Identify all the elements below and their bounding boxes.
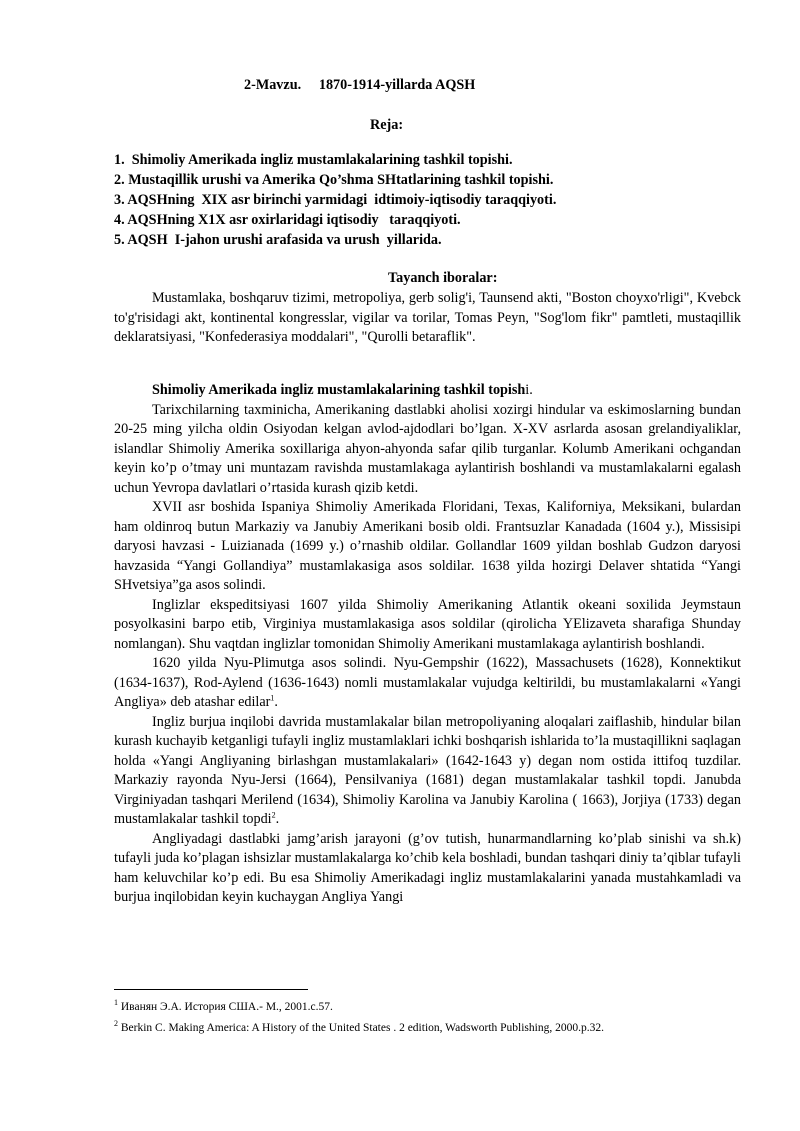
plan-item: 3. AQSHning XIX asr birinchi yarmidagi idtimoiy-iqtisodiy taraqqiyoti. xyxy=(114,192,557,208)
footnote-text: Иванян Э.А. История США.- М., 2001.c.57. xyxy=(118,1001,333,1013)
section-body xyxy=(114,381,741,908)
paragraph-text: 1620 yilda Nyu-Plimutga asos solindi. Nyu-Gempshir (1622), Massachusets (1628), Konnektikut (1634-1637), Rod-Aylend (1636-1643) nomli mustamlakalar vujudga keltirildi, bu mustamlakalarni «Yangi Angliya» deb atashar edilar xyxy=(114,655,741,710)
key-terms-block xyxy=(114,289,741,348)
footnote-ref[interactable]: 1 xyxy=(270,693,275,703)
paragraph-end: . xyxy=(274,694,278,710)
footnote-number: 1 xyxy=(114,998,118,1008)
footnote-divider xyxy=(114,989,308,990)
paragraph: Angliyadagi dastlabki jamg’arish jarayoni (g’ov tutish, hunarmandlarning ko’plab sinishi va sh.k) tufayli juda ko’plagan ishsizlar mustamlakalarga ko’chib kela boshladi, bundan tashqari diniy ta’qiblar tufayli ham keluvchilar ko’p edi. Bu esa Shimoliy Amerikadagi ingliz mustamlakalarini yanada mustahkamladi va burjua inqilobidan keyin kuchaygan Angliya Yangi xyxy=(114,830,741,905)
paragraph: Inglizlar ekspeditsiyasi 1607 yilda Shimoliy Amerikaning Atlantik okeani soxilida Jeymstaun posyolkasini barpo etib, Virginiya mustamlakasiga asos soldilar (qirolicha YElizaveta sharafiga Shunday nomlangan). Shu vaqtdan inglizlar tomonidan Shimoliy Amerikani mustamlakaga aylantirish boshlandi. xyxy=(114,596,741,652)
section-heading-tail: i. xyxy=(525,382,533,398)
paragraph: XVII asr boshida Ispaniya Shimoliy Amerikada Floridani, Texas, Kaliforniya, Meksikani, bulardan ham oldinroq butun Markaziy va Janubiy Amerikani bosib oldi. Frantsuzlar Kanadada (1604 y.), Missisipi daryosi havzasi - Luizianada (1699 y.) o’rnashib oldilar. Gollandlar 1609 yildan boshlab Gudzon daryosi havzasida “Yangi Gollandiya” mustamlakasiga asos soldilar. 1638 yilda hozirgi Delaver shtatida “Yangi SHvetsiya”ga asos solindi. xyxy=(114,499,741,593)
page-title: 2-Mavzu. 1870-1914-yillarda AQSH xyxy=(244,77,476,93)
footnote-ref[interactable]: 2 xyxy=(271,810,276,820)
plan-item: 2. Mustaqillik urushi va Amerika Qo’shma SHtatlarining tashkil topishi. xyxy=(114,172,554,188)
plan-heading: Reja: xyxy=(370,117,404,133)
key-terms-text: Mustamlaka, boshqaruv tizimi, metropoliya, gerb solig'i, Taunsend akti, "Boston choyxo'rligi", Kvebck to'g'risidagi akt, kontinental kongresslar, vigilar va torilar, Tomas Peyn, "Sog'lom fikr" pamtleti, mustaqillik deklaratsiyasi, "Konfederasiya moddalari", "Qurolli betaraflik". xyxy=(114,290,741,345)
footnotes xyxy=(114,997,604,1039)
footnote xyxy=(114,997,604,1018)
paragraph xyxy=(114,654,741,713)
footnote xyxy=(114,1018,604,1039)
footnote-number: 2 xyxy=(114,1019,118,1029)
plan-item: 5. AQSH I-jahon urushi arafasida va urush yillarida. xyxy=(114,232,442,248)
paragraph-text: Ingliz burjua inqilobi davrida mustamlakalar bilan metropoliyaning aloqalari zaiflashib, hindular bilan kurash kuchayib ketganligi tufayli ingliz mustamlaklari ichki boshqarish ishlarida to’la mustaqillikni saqlagan holda «Yangi Angliyaning birlashgan mustamlakalari» (1642-1643 y) degan nom ostida ittifoq tuzdilar. Markaziy rayonda Nyu-Jersi (1664), Pensilvaniya (1681) degan mustamlakalar tashkil topdi. Janubda Virginiyadan tashqari Merilend (1634), Shimoliy Karolina va Janubiy Karolina ( 1663), Jorjiya (1733) degan mustamlakalar tashkil topdi xyxy=(114,713,741,827)
paragraph xyxy=(114,713,741,830)
plan-list xyxy=(114,150,556,250)
footnote-text: Berkin C. Making America: A History of the United States . 2 edition, Wadsworth Publishing, 2000.p.32. xyxy=(118,1022,604,1034)
plan-item: 1. Shimoliy Amerikada ingliz mustamlakalarining tashkil topishi. xyxy=(114,152,513,168)
paragraph: Tarixchilarning taxminicha, Amerikaning dastlabki aholisi xozirgi hindular va eskimoslarning bundan 20-25 ming yilcha oldin Osiyodan kelgan avlod-ajdodlari bo’lgan. X-XV asrlarda asosan grelandiyaliklar, islandlar Shimoliy Amerika soxillariga ahyon-ahyonda safar qilib turganlar. Kolumb Amerikani ochgandan keyin ko’p o’tmay uni muntazam ravishda mustamlakaga aylantirish boshlandi va mustamlakalarni egalash uchun Yevropa davlatlari o’rtasida kurash qizib ketdi. xyxy=(114,401,741,496)
plan-item: 4. AQSHning X1X asr oxirlaridagi iqtisodiy taraqqiyoti. xyxy=(114,212,461,228)
key-terms-heading: Tayanch iboralar: xyxy=(388,270,498,286)
paragraph-end: . xyxy=(275,811,280,827)
section-heading xyxy=(114,381,741,401)
section-heading-bold: Shimoliy Amerikada ingliz mustamlakalarining tashkil topish xyxy=(152,382,526,398)
